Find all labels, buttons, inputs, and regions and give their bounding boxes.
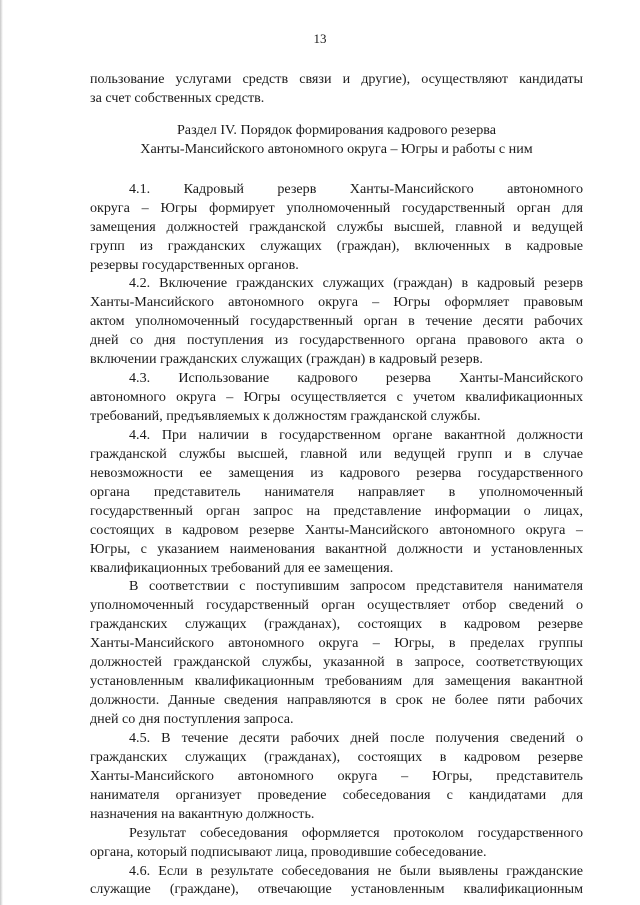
text-line: групп из гражданских служащих (граждан), включенных в кадровые bbox=[90, 237, 583, 254]
text-line: резервы государственных органов. bbox=[90, 256, 299, 273]
text-line: за счет собственных средств. bbox=[90, 89, 265, 106]
text-line: Результат собеседования оформляется протоколом государственного bbox=[129, 824, 583, 841]
paragraph-4-6 bbox=[90, 862, 583, 900]
text-line: служащие (граждане), отвечающие установленным квалификационным bbox=[90, 881, 583, 898]
intro-paragraph bbox=[90, 70, 583, 108]
text-line: квалификационных требований для ее замещения. bbox=[90, 559, 394, 576]
text-line: замещения должностей гражданской службы высшей, главной и ведущей bbox=[90, 218, 583, 235]
text-line: назначения на вакантную должность. bbox=[90, 805, 315, 822]
text-line: требований, предъявляемых к должностям гражданской службы. bbox=[90, 408, 481, 424]
text-line: актом уполномоченный государственный орган в течение десяти рабочих bbox=[90, 313, 583, 330]
text-line: гражданской службы высшей, главной или ведущей групп и в случае bbox=[90, 445, 583, 462]
scan-edge bbox=[0, 0, 3, 905]
text-line: 4.5. В течение десяти рабочих дней после получения сведений о bbox=[129, 729, 583, 746]
text-line: В соответствии с поступившим запросом представителя нанимателя bbox=[129, 578, 583, 595]
text-line: 4.4. При наличии в государственном органе вакантной должности bbox=[129, 426, 583, 443]
paragraph-4-4 bbox=[90, 426, 583, 578]
text-line: дней со дня поступления запроса. bbox=[90, 711, 294, 727]
document-body bbox=[90, 70, 583, 899]
section-heading bbox=[90, 121, 583, 159]
text-line: пользование услугами средств связи и другие), осуществляют кандидаты bbox=[90, 71, 583, 87]
paragraph-4-4-cont bbox=[90, 577, 583, 729]
text-line: 4.1. Кадровый резерв Ханты-Мансийского автономного bbox=[129, 180, 583, 197]
text-line: 4.3. Использование кадрового резерва Ханты-Мансийского bbox=[129, 370, 583, 387]
paragraph-4-2 bbox=[90, 274, 583, 369]
text-line: состоящих в кадровом резерве Ханты-Мансийского автономного округа – bbox=[90, 521, 583, 538]
text-line: органа представитель нанимателя направляет в уполномоченный bbox=[90, 483, 583, 500]
text-line: органа, который подписывают лица, проводившие собеседование. bbox=[90, 843, 487, 860]
text-line: установленным квалификационным требованиям для замещения вакантной bbox=[90, 673, 583, 690]
text-line: гражданских служащих (гражданах), состоящих в кадровом резерве bbox=[90, 748, 583, 765]
paragraph-4-1 bbox=[90, 180, 583, 275]
section-heading-line: Раздел IV. Порядок формирования кадрового резерва bbox=[176, 121, 497, 138]
text-line: гражданских служащих (гражданах), состоящих в кадровом резерве bbox=[90, 616, 583, 633]
paragraph-4-3 bbox=[90, 369, 583, 426]
text-line: нанимателя организует проведение собеседования с кандидатами для bbox=[90, 786, 583, 803]
text-line: Ханты-Мансийского автономного округа – Югры оформляет правовым bbox=[90, 294, 583, 311]
paragraph-4-5-cont bbox=[90, 824, 583, 862]
text-line: Ханты-Мансийского автономного округа – Югры, представитель bbox=[90, 767, 583, 784]
text-line: Югры, с указанием наименования вакантной должности и установленных bbox=[90, 540, 583, 557]
text-line: должностей гражданской службы, указанной в запросе, соответствующих bbox=[90, 654, 583, 671]
text-line: округа – Югры формирует уполномоченный государственный орган для bbox=[90, 199, 583, 216]
section-heading-line: Ханты-Мансийского автономного округа – Югры и работы с ним bbox=[140, 140, 533, 157]
text-line: должности. Данные сведения направляются в срок не более пяти рабочих bbox=[90, 692, 583, 709]
page-number: 13 bbox=[313, 31, 327, 46]
text-line: автономного округа – Югры осуществляется с учетом квалификационных bbox=[90, 389, 583, 406]
text-line: дней со дня поступления из государственного органа правового акта о bbox=[90, 332, 583, 349]
text-line: невозможности ее замещения из кадрового резерва государственного bbox=[90, 464, 583, 481]
text-line: уполномоченный государственный орган осуществляет отбор сведений о bbox=[90, 597, 583, 614]
text-line: 4.2. Включение гражданских служащих (граждан) в кадровый резерв bbox=[129, 275, 583, 292]
paragraph-4-5 bbox=[90, 729, 583, 824]
text-line: государственный орган запрос на представление информации о лицах, bbox=[90, 502, 583, 519]
text-line: включении гражданских служащих (граждан) в кадровый резерв. bbox=[90, 351, 483, 368]
text-line: Ханты-Мансийского автономного округа – Югры, в пределах группы bbox=[90, 635, 583, 652]
text-line: 4.6. Если в результате собеседования не были выявлены гражданские bbox=[129, 862, 583, 879]
